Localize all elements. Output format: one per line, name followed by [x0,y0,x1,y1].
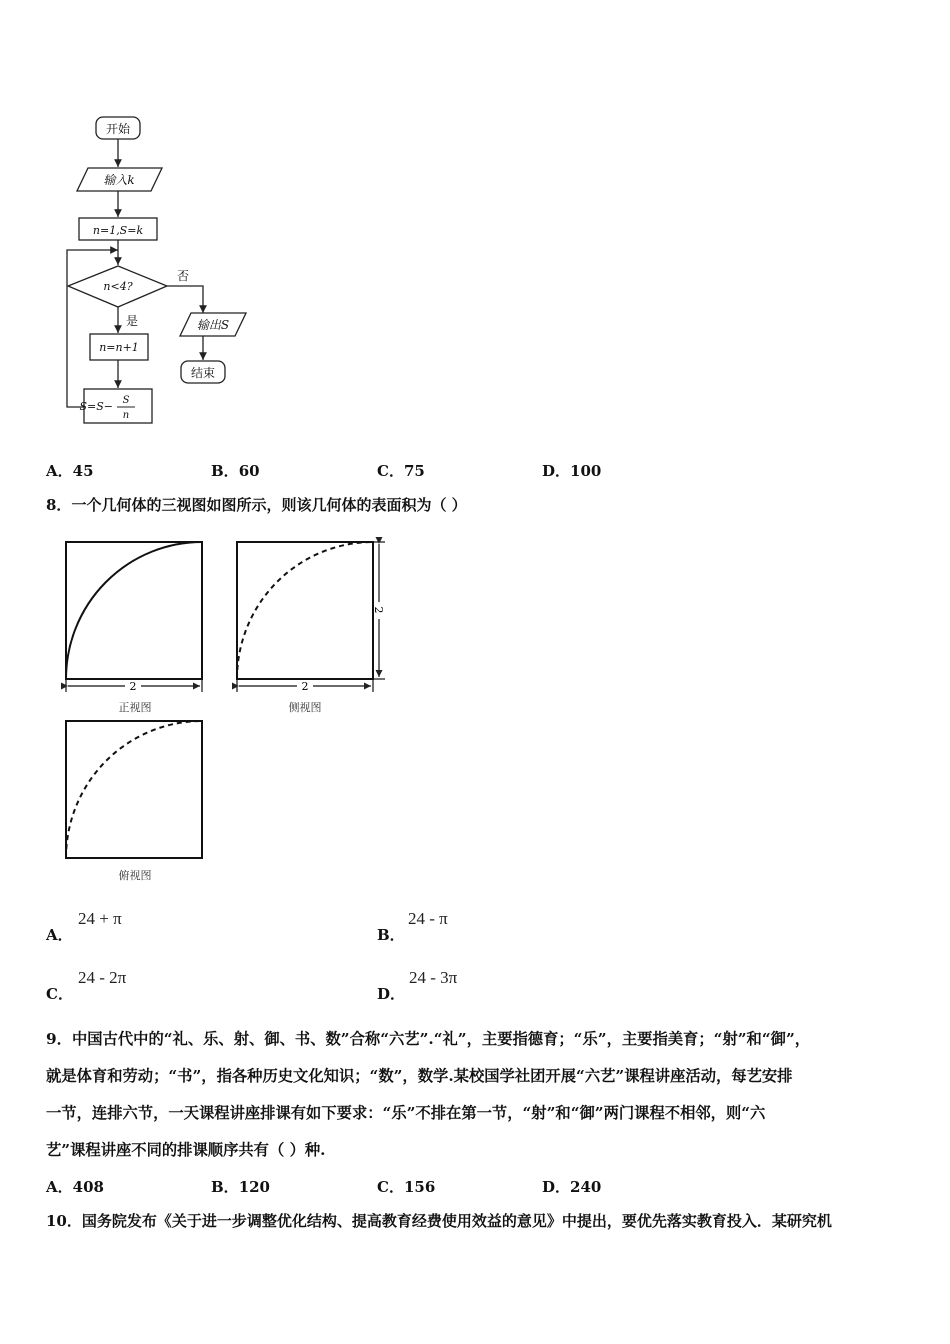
flow-update-num: S [122,395,130,406]
flow-update-lhs: S=S− [79,400,113,413]
q7-option-b-value: 60 [238,462,260,480]
flow-start-text: 开始 [105,122,131,136]
q8-option-d-label[interactable]: D． [377,985,406,1003]
front-view-square [66,542,202,679]
q9-option-a-label: A． [46,1178,73,1196]
q9-option-b-label: B． [211,1178,239,1196]
top-view-arc [66,721,202,858]
q9-option-c-label: C． [377,1178,404,1196]
flow-init-text: n=1,S=k [92,224,144,237]
side-view-dim-height: 2 [372,606,385,614]
q7-option-d[interactable] [542,460,601,481]
flow-no-label: 否 [176,269,190,283]
flowchart [55,110,255,430]
q7-option-c-value: 75 [403,462,425,480]
q9-option-d-value: 240 [570,1178,602,1196]
q8-option-c-label[interactable]: C． [46,985,73,1003]
side-view-dim-width: 2 [301,680,309,693]
q8-option-b-label[interactable]: B． [377,926,405,944]
q8-text: 一个几何体的三视图如图所示，则该几何体的表面积为（ ） [71,496,467,514]
q7-option-b-label: B． [211,462,239,480]
q9-option-d-label: D． [542,1178,571,1196]
flow-increment-text: n=n+1 [99,341,139,354]
q7-option-d-label: D． [542,462,571,480]
q9-line-2: 就是体育和劳动；“书”，指各种历史文化知识；“数”，数学.某校国学社团开展“六艺”课程讲座活动，每艺安排 [46,1067,793,1085]
three-view-figure [55,530,400,890]
q7-option-b[interactable] [211,460,260,481]
q8-stem [46,494,467,515]
q10-number: 10． [46,1212,82,1230]
flow-update-den: n [122,410,130,421]
q9-option-c-value: 156 [403,1178,436,1196]
top-view-caption: 俯视图 [118,869,152,882]
q10-text: 国务院发布《关于进一步调整优化结构、提高教育经费使用效益的意见》中提出，要优先落实教育投入．某研究机 [81,1212,832,1230]
q9-option-a-value: 408 [72,1178,104,1196]
q7-option-a[interactable] [46,460,94,481]
q9-option-d[interactable] [542,1176,601,1197]
q7-option-a-label: A． [46,462,73,480]
front-view-arc [66,542,202,679]
flow-condition-text: n<4? [103,280,133,293]
q7-option-c-label: C． [377,462,404,480]
q9-option-c[interactable] [377,1176,435,1197]
q8-option-a-label[interactable]: A． [46,926,73,944]
side-view-arc [237,542,373,679]
q8-option-a-value: 24 + π [78,909,122,928]
flow-output-text: 输出S [196,318,230,332]
q9-line1-text: 中国古代中的“礼、乐、射、御、书、数”合称“六艺”.“礼”，主要指德育；“乐”，主要指美育；“射”和“御”， [71,1030,811,1048]
q8-option-c-value: 24 - 2π [78,968,127,987]
front-view-caption: 正视图 [118,701,152,714]
flow-yes-label: 是 [125,314,139,328]
top-view-square [66,721,202,858]
flow-input-text: 输入k [103,173,135,187]
q9-option-b-value: 120 [238,1178,270,1196]
flow-end-text: 结束 [190,366,216,380]
q9-number: 9． [46,1030,72,1048]
side-view-square [237,542,373,679]
q8-option-d-value: 24 - 3π [409,968,458,987]
q7-option-c[interactable] [377,460,425,481]
q9-option-a[interactable] [46,1176,104,1197]
q8-option-b-value: 24 - π [408,909,448,928]
side-view-caption: 侧视图 [288,701,322,714]
q10-stem [46,1210,832,1231]
q9-option-b[interactable] [211,1176,270,1197]
q9-line-4: 艺”课程讲座不同的排课顺序共有（ ）种. [46,1141,326,1159]
q9-line-3: 一节，连排六节，一天课程讲座排课有如下要求：“乐”不排在第一节，“射”和“御”两门课程不相邻，则“六 [46,1104,766,1122]
q7-option-d-value: 100 [570,462,602,480]
q8-number: 8． [46,496,72,514]
q9-stem [46,1021,916,1169]
front-view-dim: 2 [129,680,137,693]
q9-line-1 [46,1021,916,1058]
q7-option-a-value: 45 [72,462,94,480]
